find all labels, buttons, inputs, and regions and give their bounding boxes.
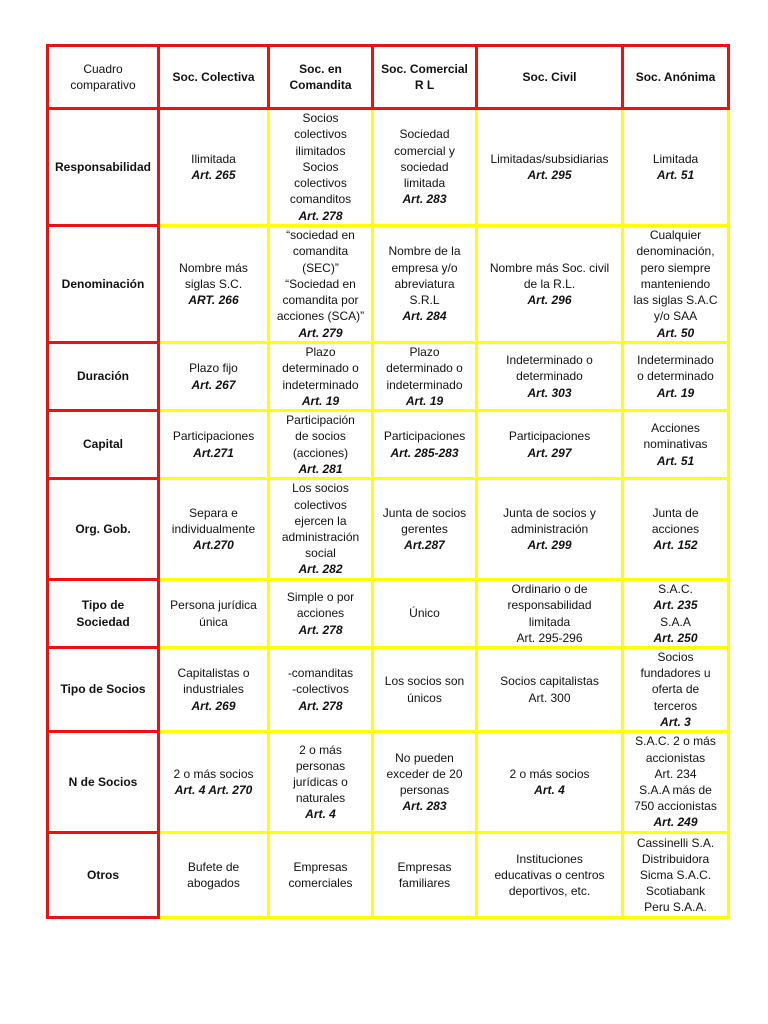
table-cell (623, 109, 729, 226)
cell-text: Ordinario o de (511, 582, 588, 597)
article-reference: Art. 283 (402, 192, 447, 207)
cell-text: únicos (407, 690, 442, 705)
cell-text: acciones (296, 606, 345, 621)
cell-text: Junta de socios (382, 505, 467, 520)
row-header (48, 833, 159, 918)
row-header-label: Denominación (61, 276, 145, 291)
article-reference: Art. 50 (656, 325, 695, 340)
table-row (48, 479, 729, 580)
cell-text: determinado o (282, 361, 359, 376)
table-cell (269, 109, 373, 226)
cell-text: Limitada (652, 151, 699, 166)
cell-text: Bufete de (187, 859, 240, 874)
article-reference: Art. 249 (653, 815, 698, 830)
table-cell (477, 411, 623, 479)
cell-text: comandita por (282, 293, 359, 308)
cell-text: indeterminado (386, 377, 463, 392)
cell-text: determinado (516, 369, 583, 384)
column-header-label: Soc. Colectiva (172, 69, 255, 84)
row-header-label: Capital (82, 437, 123, 452)
cell-text: las siglas S.A.C (633, 293, 718, 308)
cell-text: Indeterminado o (506, 353, 593, 368)
table-cell (477, 226, 623, 343)
table-cell (159, 479, 269, 580)
table-cell (373, 648, 477, 732)
cell-text: Nombre más Soc. civil (489, 260, 610, 275)
cell-text: educativas o centros (494, 867, 605, 882)
cell-text: personas (399, 783, 450, 798)
cell-text: Instituciones (516, 851, 583, 866)
row-header (48, 226, 159, 343)
table-cell (159, 648, 269, 732)
article-reference: Art. 3 (660, 714, 691, 729)
cell-text: denominación, (636, 244, 715, 259)
cell-text: Distribuidora (641, 851, 710, 866)
table-row (48, 343, 729, 411)
table-cell (269, 343, 373, 411)
header-row (48, 46, 729, 109)
table-cell (373, 343, 477, 411)
cell-text: comerciales (288, 876, 353, 891)
cell-text: Peru S.A.A. (644, 900, 707, 915)
cell-text: accionistas (645, 750, 706, 765)
cell-text: acciones (SCA)” (276, 309, 365, 324)
cell-text: manteniendo (640, 276, 711, 291)
table-cell (623, 833, 729, 918)
cell-text: Scotiabank (645, 884, 706, 899)
cell-text: familiares (398, 876, 451, 891)
cell-text: Participaciones (383, 429, 466, 444)
table-cell (623, 648, 729, 732)
table-cell (623, 411, 729, 479)
cell-text: administración (281, 530, 360, 544)
cell-text: Socios (302, 111, 339, 126)
cell-text: Separa e (189, 505, 238, 520)
article-reference: Art. 285-283 (390, 445, 459, 460)
table-cell (477, 109, 623, 226)
cell-text: fundadores u (640, 666, 711, 681)
cell-text: Empresas (293, 859, 348, 874)
table-cell (269, 479, 373, 580)
article-reference: Art. 279 (298, 325, 343, 340)
cell-text: 2 o más socios (509, 766, 590, 781)
cell-text: ejercen la (294, 513, 347, 528)
table-cell (373, 580, 477, 648)
cell-text: Plazo (305, 345, 336, 360)
table-row (48, 648, 729, 732)
cell-text: Acciones (651, 421, 700, 436)
row-header (48, 732, 159, 833)
corner-label: Cuadro (83, 61, 123, 76)
table-row (48, 732, 729, 833)
article-reference: Art. 303 (527, 385, 572, 400)
article-reference: Art. 284 (402, 309, 447, 324)
row-header (48, 479, 159, 580)
cell-text: determinado o (386, 361, 463, 376)
table-cell (373, 226, 477, 343)
row-header (48, 343, 159, 411)
article-reference: Art. 51 (656, 168, 695, 182)
article-reference: Art. 281 (298, 461, 343, 476)
cell-text: -comanditas (287, 666, 354, 681)
table-cell (477, 833, 623, 918)
cell-text: siglas S.C. (184, 276, 243, 291)
cell-text: personas (295, 758, 346, 773)
cell-text: administración (510, 521, 589, 536)
article-reference: Art. 283 (402, 799, 447, 814)
cell-text: de la R.L. (523, 276, 576, 291)
cell-text: Persona jurídica (170, 598, 257, 613)
article-reference: Art. 19 (656, 385, 695, 400)
column-header-label: Soc. Anónima (635, 69, 716, 84)
article-reference: Art. 297 (527, 445, 572, 460)
cell-text: Sociedad (399, 127, 450, 142)
table-cell (373, 411, 477, 479)
cell-text: 2 o más socios (173, 766, 254, 781)
row-header (48, 580, 159, 648)
cell-text: sociedad (400, 159, 449, 174)
cell-text: “sociedad en (286, 228, 355, 243)
cell-text: Junta de (652, 505, 699, 520)
article-reference: Art. 235 (653, 598, 698, 613)
cell-text: jurídicas o (293, 774, 348, 789)
table-cell (623, 580, 729, 648)
cell-text: 2 o más (299, 742, 342, 757)
table-cell (373, 109, 477, 226)
table-cell (623, 343, 729, 411)
row-header-label: Tipo de (81, 598, 125, 613)
cell-text: Socios (657, 650, 694, 664)
cell-text: limitada (403, 176, 446, 191)
article-reference: Art. 278 (298, 698, 343, 713)
table-cell (159, 109, 269, 226)
cell-text: ilimitados (295, 143, 346, 158)
table-cell (373, 833, 477, 918)
cell-text: S.A.A (660, 614, 691, 629)
row-header (48, 411, 159, 479)
article-reference: Art. 51 (656, 453, 695, 468)
table-cell (159, 833, 269, 918)
article-reference: Art. 19 (301, 393, 340, 408)
article-reference: Art. 265 (191, 168, 236, 182)
table-row (48, 411, 729, 479)
cell-text: abreviatura (394, 276, 455, 291)
table-cell (623, 732, 729, 833)
article-reference: Art. 4 Art. 270 (174, 783, 253, 798)
article-reference: Art. 267 (191, 377, 236, 392)
cell-text: S.A.C. 2 o más (635, 734, 716, 749)
article-reference: Art. 278 (298, 208, 343, 223)
cell-text: colectivos (294, 497, 347, 512)
cell-text: (acciones) (292, 445, 349, 460)
cell-text: Los socios (292, 481, 349, 496)
table-cell (159, 226, 269, 343)
cell-text: individualmente (171, 521, 256, 536)
cell-text: Art. 300 (528, 690, 571, 705)
cell-text: naturales (295, 791, 346, 806)
article-reference: Art. 282 (298, 562, 343, 577)
cell-text: comanditos (289, 192, 352, 207)
column-header-label: R L (414, 78, 435, 92)
row-header-label: Otros (86, 867, 119, 882)
table-cell (269, 411, 373, 479)
cell-text: Simple o por (286, 590, 355, 605)
cell-text: Cualquier (649, 228, 702, 243)
article-reference: Art. 299 (527, 538, 572, 553)
cell-text: Empresas (397, 859, 452, 874)
article-reference: Art. 19 (405, 393, 444, 408)
cell-text: pero siempre (640, 260, 711, 275)
corner-cell (48, 46, 159, 109)
article-reference: Art. 152 (653, 538, 698, 553)
article-reference: Art.271 (193, 445, 234, 460)
cell-text: Único (409, 606, 440, 621)
cell-text: colectivos (294, 176, 347, 191)
table-row (48, 833, 729, 918)
row-header-label: Sociedad (76, 614, 130, 629)
table-cell (159, 580, 269, 648)
column-header (373, 46, 477, 109)
table-row (48, 226, 729, 343)
row-header (48, 109, 159, 226)
cell-text: deportivos, etc. (508, 884, 591, 899)
cell-text: (SEC)” (302, 260, 339, 275)
article-reference: ART. 266 (188, 293, 239, 308)
cell-text: responsabilidad (507, 598, 592, 613)
column-header-label: Comandita (289, 78, 352, 92)
table-cell (159, 343, 269, 411)
cell-text: social (305, 546, 336, 561)
cell-text: Sicma S.A.C. (639, 867, 712, 882)
column-header (159, 46, 269, 109)
cell-text: Nombre más (179, 260, 248, 275)
cell-text: “Sociedad en (285, 276, 356, 291)
cell-text: y/o SAA (653, 309, 698, 324)
table-cell (373, 479, 477, 580)
column-header-label: Soc. Civil (522, 69, 577, 84)
cell-text: nominativas (643, 437, 708, 452)
row-header-label: Tipo de Socios (60, 682, 146, 697)
table-cell (477, 479, 623, 580)
table-cell (623, 479, 729, 580)
table-cell (477, 343, 623, 411)
table-cell (159, 732, 269, 833)
table-cell (269, 732, 373, 833)
cell-text: Limitadas/subsidiarias (490, 151, 609, 166)
comparison-table (46, 44, 730, 919)
cell-text: indeterminado (282, 377, 359, 392)
table-row (48, 109, 729, 226)
cell-text: Indeterminado (637, 353, 714, 368)
cell-text: comercial y (394, 143, 455, 158)
table-cell (477, 732, 623, 833)
row-header-label: N de Socios (68, 774, 138, 789)
article-reference: Art.287 (404, 538, 445, 553)
table-cell (269, 226, 373, 343)
cell-text: Plazo fijo (189, 361, 238, 376)
row-header-label: Org. Gob. (75, 521, 131, 536)
cell-text: industriales (183, 682, 244, 697)
cell-text: de socios (295, 429, 346, 444)
cell-text: S.A.C. (658, 582, 693, 597)
table-cell (159, 411, 269, 479)
cell-text: S.R.L (409, 293, 440, 308)
row-header-label: Duración (76, 369, 129, 384)
article-reference: Art. 295 (527, 168, 572, 182)
cell-text: 750 accionistas (634, 799, 717, 814)
column-header (623, 46, 729, 109)
article-reference: Art. 269 (191, 698, 236, 713)
table-cell (623, 226, 729, 343)
column-header-label: Soc. Comercial (381, 61, 468, 76)
cell-text: gerentes (401, 521, 448, 536)
article-reference: Art. 4 (534, 783, 565, 798)
row-header (48, 648, 159, 732)
cell-text: Capitalistas o (177, 666, 250, 681)
cell-text: Art. 234 (654, 766, 697, 781)
cell-text: oferta de (651, 682, 700, 697)
row-header-label: Responsabilidad (54, 159, 152, 174)
cell-text: Participaciones (508, 429, 591, 444)
cell-text: Junta de socios y (503, 505, 596, 520)
cell-text: acciones (651, 521, 700, 536)
column-header (477, 46, 623, 109)
cell-text: Nombre de la (388, 244, 461, 259)
cell-text: limitada (528, 614, 571, 629)
article-reference: Art. 4 (305, 807, 336, 822)
column-header (269, 46, 373, 109)
article-reference: Art. 296 (527, 293, 572, 308)
table-cell (373, 732, 477, 833)
cell-text: única (199, 614, 228, 629)
table-row (48, 580, 729, 648)
cell-text: Cassinelli S.A. (636, 835, 715, 850)
cell-text: comandita (292, 244, 349, 259)
cell-text: Art. 295-296 (516, 630, 583, 645)
article-reference: Art.270 (193, 538, 234, 553)
cell-text: Participaciones (172, 429, 255, 444)
cell-text: terceros (653, 698, 698, 713)
cell-text: o determinado (637, 369, 714, 384)
cell-text: S.A.A más de (639, 783, 712, 798)
corner-label: comparativo (70, 78, 136, 92)
table-cell (269, 648, 373, 732)
table-cell (269, 833, 373, 918)
table-cell (269, 580, 373, 648)
cell-text: Los socios son (384, 674, 465, 689)
article-reference: Art. 278 (298, 622, 343, 637)
cell-text: empresa y/o (391, 260, 458, 275)
cell-text: -colectivos (292, 682, 349, 697)
article-reference: Art. 250 (653, 630, 698, 645)
cell-text: abogados (187, 876, 240, 891)
table-cell (477, 648, 623, 732)
table-cell (477, 580, 623, 648)
cell-text: No pueden (395, 750, 454, 765)
cell-text: Plazo (409, 345, 440, 360)
cell-text: colectivos (294, 127, 347, 142)
cell-text: exceder de 20 (386, 766, 463, 781)
cell-text: Ilimitada (191, 151, 236, 166)
cell-text: Socios capitalistas (500, 674, 599, 689)
column-header-label: Soc. en (299, 61, 342, 76)
cell-text: Socios (302, 159, 339, 174)
cell-text: Participación (286, 413, 355, 428)
